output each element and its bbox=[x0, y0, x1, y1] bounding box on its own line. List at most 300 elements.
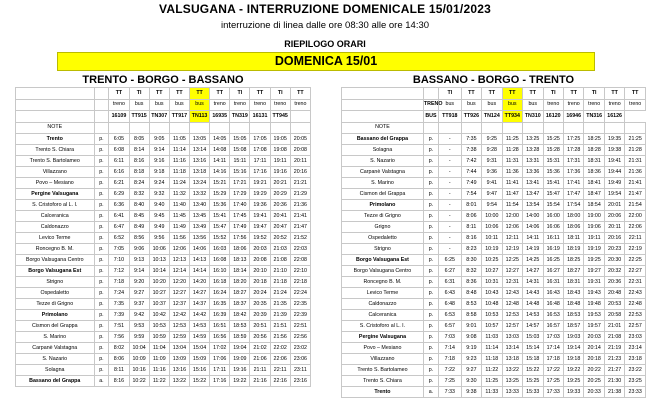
station-name: Caldonazzo bbox=[342, 299, 424, 310]
time-cell: 13:22 bbox=[169, 376, 189, 387]
time-cell: 21:36 bbox=[625, 167, 646, 178]
time-cell: 20:36 bbox=[270, 200, 290, 211]
time-cell: 16:35 bbox=[210, 299, 230, 310]
arrival-departure-flag: p. bbox=[94, 222, 109, 233]
station-name: Levico Terme bbox=[16, 233, 95, 244]
time-cell: 11:09 bbox=[149, 354, 169, 365]
time-cell: 8:02 bbox=[109, 343, 129, 354]
train-type-cell: TT bbox=[482, 88, 502, 100]
header-cell bbox=[16, 88, 95, 100]
time-cell: 17:22 bbox=[543, 365, 563, 376]
time-cell: 7:25 bbox=[439, 376, 462, 387]
train-number-cell: TT934 bbox=[502, 111, 522, 123]
station-name: Cismon del Grappa bbox=[342, 189, 424, 200]
station-name: Trento S. Chiara bbox=[342, 376, 424, 387]
time-cell: 9:27 bbox=[461, 365, 481, 376]
time-cell: 23:25 bbox=[625, 376, 646, 387]
time-cell: 22:00 bbox=[625, 211, 646, 222]
time-cell: 14:14 bbox=[189, 266, 209, 277]
time-cell: 19:22 bbox=[230, 376, 250, 387]
time-cell: 19:03 bbox=[563, 332, 583, 343]
mode-cell: bus bbox=[482, 99, 502, 111]
arrival-departure-flag: p. bbox=[423, 266, 438, 277]
time-cell: 10:27 bbox=[149, 288, 169, 299]
time-cell: 22:24 bbox=[290, 288, 310, 299]
station-row bbox=[16, 167, 311, 178]
station-row bbox=[342, 211, 646, 222]
time-cell: 12:53 bbox=[502, 310, 522, 321]
time-cell: 20:51 bbox=[250, 321, 270, 332]
time-cell: 22:08 bbox=[290, 255, 310, 266]
time-cell: 9:05 bbox=[149, 134, 169, 145]
train-number-cell: TT918 bbox=[439, 111, 462, 123]
time-cell: 17:21 bbox=[230, 178, 250, 189]
time-cell: - bbox=[439, 134, 462, 145]
time-cell: 12:57 bbox=[502, 321, 522, 332]
time-cell: 16:18 bbox=[210, 277, 230, 288]
time-cell: 21:47 bbox=[290, 222, 310, 233]
time-cell: 8:01 bbox=[461, 200, 481, 211]
station-row bbox=[342, 376, 646, 387]
time-cell: 17:25 bbox=[543, 376, 563, 387]
time-cell: 12:48 bbox=[502, 299, 522, 310]
notes-cell bbox=[625, 122, 646, 134]
station-row bbox=[16, 134, 311, 145]
mode-cell: treno bbox=[543, 99, 563, 111]
train-type-cell: TI bbox=[584, 88, 604, 100]
time-cell: 14:25 bbox=[523, 255, 543, 266]
page-subtitle: interruzione di linea dalle ore 08:30 alle ore 14:30 bbox=[220, 20, 430, 31]
mode-cell: bus bbox=[169, 99, 189, 111]
time-cell: 15:22 bbox=[189, 376, 209, 387]
arrival-departure-flag: p. bbox=[94, 156, 109, 167]
notes-row bbox=[16, 122, 311, 134]
time-cell: 19:18 bbox=[563, 354, 583, 365]
time-cell: 20:14 bbox=[584, 343, 604, 354]
time-cell: 23:02 bbox=[290, 343, 310, 354]
time-cell: 21:19 bbox=[604, 343, 624, 354]
header-row-modes bbox=[16, 99, 311, 111]
right-table bbox=[341, 87, 646, 398]
time-cell: 15:11 bbox=[230, 156, 250, 167]
time-cell: 23:03 bbox=[625, 332, 646, 343]
arrival-departure-flag: p. bbox=[94, 321, 109, 332]
time-cell: 15:36 bbox=[543, 167, 563, 178]
time-cell: 18:41 bbox=[584, 178, 604, 189]
station-row bbox=[16, 266, 311, 277]
time-cell: 22:51 bbox=[290, 321, 310, 332]
time-cell: 10:53 bbox=[149, 321, 169, 332]
arrival-departure-flag: p. bbox=[94, 178, 109, 189]
time-cell: 9:47 bbox=[482, 189, 502, 200]
station-row bbox=[16, 310, 311, 321]
arrival-departure-flag: p. bbox=[423, 244, 438, 255]
time-cell: 16:48 bbox=[543, 299, 563, 310]
time-cell: 19:44 bbox=[604, 167, 624, 178]
time-cell: 21:47 bbox=[625, 189, 646, 200]
time-cell: 18:00 bbox=[563, 211, 583, 222]
notes-cell bbox=[210, 122, 230, 134]
time-cell: 8:23 bbox=[461, 244, 481, 255]
time-cell: 6:52 bbox=[109, 233, 129, 244]
station-row bbox=[16, 321, 311, 332]
time-cell: 20:23 bbox=[604, 244, 624, 255]
arrival-departure-flag: p. bbox=[423, 156, 438, 167]
time-cell: 22:19 bbox=[625, 244, 646, 255]
time-cell: 14:27 bbox=[189, 288, 209, 299]
train-type-cell: TT bbox=[109, 88, 129, 100]
time-cell: 9:59 bbox=[129, 332, 149, 343]
time-cell: 11:22 bbox=[482, 365, 502, 376]
time-cell: 22:31 bbox=[625, 277, 646, 288]
right-direction-title: BASSANO - BORGO - TRENTO bbox=[412, 74, 575, 86]
time-cell: 8:32 bbox=[129, 189, 149, 200]
time-cell: 11:25 bbox=[482, 376, 502, 387]
arrival-departure-flag: p. bbox=[94, 134, 109, 145]
time-cell: 12:14 bbox=[169, 266, 189, 277]
time-cell: 9:37 bbox=[129, 299, 149, 310]
station-name: Solagna bbox=[342, 145, 424, 156]
time-cell: 11:25 bbox=[502, 134, 522, 145]
time-cell: 22:06 bbox=[625, 222, 646, 233]
time-cell: 9:41 bbox=[482, 178, 502, 189]
time-cell: 13:47 bbox=[523, 189, 543, 200]
time-cell: 19:16 bbox=[270, 167, 290, 178]
time-cell: 22:02 bbox=[270, 343, 290, 354]
time-cell: 17:06 bbox=[210, 354, 230, 365]
station-row bbox=[16, 343, 311, 354]
mode-cell: treno bbox=[290, 99, 310, 111]
time-cell: 17:25 bbox=[563, 134, 583, 145]
notes-cell bbox=[189, 122, 209, 134]
time-cell: - bbox=[439, 145, 462, 156]
time-cell: 18:25 bbox=[584, 134, 604, 145]
station-name: Roncegno B. M. bbox=[16, 244, 95, 255]
time-cell: 16:43 bbox=[543, 288, 563, 299]
time-cell: 13:03 bbox=[502, 332, 522, 343]
time-cell: 22:11 bbox=[270, 365, 290, 376]
time-cell: 7:35 bbox=[461, 134, 481, 145]
time-cell: 18:19 bbox=[563, 244, 583, 255]
arrival-departure-flag: p. bbox=[423, 178, 438, 189]
train-number-cell: 16109 bbox=[109, 111, 129, 123]
mode-cell: bus bbox=[461, 99, 481, 111]
time-cell: 12:31 bbox=[502, 277, 522, 288]
arrival-departure-flag: p. bbox=[423, 365, 438, 376]
time-cell: 10:42 bbox=[149, 310, 169, 321]
station-name: S. Nazario bbox=[342, 156, 424, 167]
timetable-left bbox=[15, 74, 311, 419]
time-cell: 6:25 bbox=[439, 255, 462, 266]
train-number-cell: 16946 bbox=[563, 111, 583, 123]
mode-cell: bus bbox=[149, 99, 169, 111]
station-row bbox=[342, 255, 646, 266]
time-cell: 7:05 bbox=[109, 244, 129, 255]
train-type-cell: TT bbox=[523, 88, 543, 100]
time-cell: 10:06 bbox=[482, 222, 502, 233]
station-row bbox=[16, 222, 311, 233]
time-cell: 13:14 bbox=[189, 145, 209, 156]
train-type-cell: TT bbox=[250, 88, 270, 100]
mode-cell: treno bbox=[270, 99, 290, 111]
station-name: S. Cristoforo al L. I. bbox=[342, 321, 424, 332]
notes-cell bbox=[129, 122, 149, 134]
train-number-cell: TN316 bbox=[584, 111, 604, 123]
time-cell: 7:18 bbox=[439, 354, 462, 365]
time-cell: 13:54 bbox=[523, 200, 543, 211]
time-cell: 19:08 bbox=[270, 145, 290, 156]
time-cell: - bbox=[439, 156, 462, 167]
time-cell: 6:16 bbox=[109, 167, 129, 178]
time-cell: 11:16 bbox=[169, 156, 189, 167]
time-cell: 21:38 bbox=[604, 387, 624, 398]
station-row bbox=[16, 299, 311, 310]
time-cell: 15:47 bbox=[210, 222, 230, 233]
time-cell: 10:19 bbox=[482, 244, 502, 255]
time-cell: 17:05 bbox=[250, 134, 270, 145]
time-cell: 11:32 bbox=[169, 189, 189, 200]
time-cell: 20:29 bbox=[270, 189, 290, 200]
train-number-cell: TN113 bbox=[189, 111, 209, 123]
time-cell: 9:31 bbox=[482, 156, 502, 167]
train-number-cell: TN310 bbox=[523, 111, 543, 123]
time-cell: 20:48 bbox=[604, 288, 624, 299]
time-cell: 21:30 bbox=[604, 376, 624, 387]
time-cell: 13:33 bbox=[502, 387, 522, 398]
time-cell: 18:53 bbox=[563, 310, 583, 321]
time-cell: 18:14 bbox=[230, 266, 250, 277]
time-cell: 18:27 bbox=[230, 288, 250, 299]
time-cell: 22:57 bbox=[625, 321, 646, 332]
train-type-cell: TT bbox=[625, 88, 646, 100]
time-cell: 20:05 bbox=[290, 134, 310, 145]
time-cell: 12:53 bbox=[169, 321, 189, 332]
time-cell: 7:03 bbox=[439, 332, 462, 343]
time-cell: 23:16 bbox=[290, 376, 310, 387]
time-cell: 14:11 bbox=[210, 156, 230, 167]
station-row bbox=[342, 189, 646, 200]
time-cell: - bbox=[439, 244, 462, 255]
train-number-cell: TN319 bbox=[230, 111, 250, 123]
arrival-departure-flag: p. bbox=[94, 288, 109, 299]
time-cell: 18:25 bbox=[563, 255, 583, 266]
time-cell: 14:53 bbox=[189, 321, 209, 332]
time-cell: 19:19 bbox=[584, 244, 604, 255]
time-cell: 14:27 bbox=[523, 266, 543, 277]
time-cell: 7:22 bbox=[439, 365, 462, 376]
time-cell: 18:43 bbox=[563, 288, 583, 299]
notes-cell bbox=[94, 122, 109, 134]
station-name: Grigno bbox=[342, 222, 424, 233]
station-name: Roncegno B. M. bbox=[342, 277, 424, 288]
time-cell: 22:16 bbox=[270, 376, 290, 387]
time-cell: 18:06 bbox=[563, 222, 583, 233]
time-cell: 11:05 bbox=[169, 134, 189, 145]
left-table bbox=[15, 87, 311, 387]
time-cell: 12:43 bbox=[502, 288, 522, 299]
time-cell: 15:22 bbox=[523, 365, 543, 376]
train-number-cell: 16126 bbox=[604, 111, 624, 123]
time-cell: 20:35 bbox=[250, 299, 270, 310]
time-cell: 6:36 bbox=[109, 200, 129, 211]
time-cell: 15:25 bbox=[523, 376, 543, 387]
time-cell: 6:27 bbox=[439, 266, 462, 277]
station-row bbox=[16, 288, 311, 299]
train-number-cell: BUS bbox=[423, 111, 438, 123]
time-cell: 20:32 bbox=[604, 266, 624, 277]
arrival-departure-flag: p. bbox=[423, 200, 438, 211]
time-cell: 21:18 bbox=[270, 277, 290, 288]
station-name: Ospedaletto bbox=[16, 288, 95, 299]
time-cell: 12:11 bbox=[502, 233, 522, 244]
time-cell: 13:24 bbox=[189, 178, 209, 189]
time-cell: 17:28 bbox=[563, 145, 583, 156]
notes-cell bbox=[230, 122, 250, 134]
left-direction-title: TRENTO - BORGO - BASSANO bbox=[82, 74, 244, 86]
station-name: Trento S. Bartolameo bbox=[342, 365, 424, 376]
time-cell: 9:01 bbox=[461, 321, 481, 332]
train-type-cell: TT bbox=[189, 88, 209, 100]
time-cell: 8:18 bbox=[129, 167, 149, 178]
time-cell: 8:56 bbox=[129, 233, 149, 244]
time-cell: 17:16 bbox=[210, 376, 230, 387]
train-type-cell: TT bbox=[502, 88, 522, 100]
time-cell: 9:25 bbox=[482, 134, 502, 145]
station-name: S. Cristoforo al L. I. bbox=[16, 200, 95, 211]
time-cell: 7:35 bbox=[109, 299, 129, 310]
time-cell: 17:33 bbox=[543, 387, 563, 398]
time-cell: 8:11 bbox=[461, 222, 481, 233]
time-cell: 7:12 bbox=[109, 266, 129, 277]
station-name: Solagna bbox=[16, 365, 95, 376]
train-type-cell: TT bbox=[210, 88, 230, 100]
time-cell: 18:31 bbox=[563, 277, 583, 288]
station-name: Povo – Mesiano bbox=[342, 343, 424, 354]
station-name: Carpanè Valstagna bbox=[16, 343, 95, 354]
mode-cell: treno bbox=[563, 99, 583, 111]
time-cell: 14:42 bbox=[189, 310, 209, 321]
time-cell: 12:42 bbox=[169, 310, 189, 321]
time-cell: 19:31 bbox=[584, 277, 604, 288]
time-cell: 16:06 bbox=[543, 222, 563, 233]
station-row bbox=[342, 343, 646, 354]
time-cell: 17:31 bbox=[563, 156, 583, 167]
header-cell bbox=[94, 88, 109, 100]
time-cell: 21:28 bbox=[625, 145, 646, 156]
time-cell: 15:05 bbox=[230, 134, 250, 145]
station-row bbox=[342, 277, 646, 288]
time-cell: 11:04 bbox=[149, 343, 169, 354]
time-cell: 22:25 bbox=[625, 255, 646, 266]
time-cell: 19:57 bbox=[584, 321, 604, 332]
time-cell: 19:35 bbox=[604, 134, 624, 145]
mode-cell: treno bbox=[584, 99, 604, 111]
time-cell: 12:06 bbox=[169, 244, 189, 255]
time-cell: 20:58 bbox=[604, 310, 624, 321]
train-type-cell: TI bbox=[543, 88, 563, 100]
mode-cell: TRENO bbox=[423, 99, 438, 111]
time-cell: 22:56 bbox=[290, 332, 310, 343]
station-name: Primolano bbox=[16, 310, 95, 321]
station-row bbox=[342, 167, 646, 178]
station-row bbox=[16, 178, 311, 189]
time-cell: 20:24 bbox=[250, 288, 270, 299]
mode-cell: treno bbox=[230, 99, 250, 111]
time-cell: 13:18 bbox=[189, 167, 209, 178]
arrival-departure-flag: p. bbox=[94, 244, 109, 255]
time-cell: 16:57 bbox=[543, 321, 563, 332]
time-cell: 22:10 bbox=[290, 266, 310, 277]
mode-cell: treno bbox=[625, 99, 646, 111]
time-cell: 17:18 bbox=[543, 354, 563, 365]
time-cell: 11:36 bbox=[502, 167, 522, 178]
time-cell: 23:06 bbox=[290, 354, 310, 365]
time-cell: 15:03 bbox=[523, 332, 543, 343]
time-cell: 22:43 bbox=[625, 288, 646, 299]
time-cell: 9:19 bbox=[461, 343, 481, 354]
station-row bbox=[16, 200, 311, 211]
time-cell: 19:06 bbox=[584, 222, 604, 233]
time-cell: 6:05 bbox=[109, 134, 129, 145]
notes-cell bbox=[502, 122, 522, 134]
time-cell: 8:32 bbox=[461, 266, 481, 277]
time-cell: 14:37 bbox=[189, 299, 209, 310]
time-cell: 9:23 bbox=[461, 354, 481, 365]
time-cell: 20:41 bbox=[270, 211, 290, 222]
mode-cell: treno bbox=[250, 99, 270, 111]
time-cell: - bbox=[439, 178, 462, 189]
header-cell bbox=[16, 111, 95, 123]
arrival-departure-flag: p. bbox=[423, 321, 438, 332]
time-cell: 10:57 bbox=[482, 321, 502, 332]
time-cell: 10:53 bbox=[482, 310, 502, 321]
time-cell: 18:53 bbox=[230, 321, 250, 332]
time-cell: 15:47 bbox=[543, 189, 563, 200]
time-cell: 6:31 bbox=[439, 277, 462, 288]
time-cell: 16:56 bbox=[210, 332, 230, 343]
station-row bbox=[342, 387, 646, 398]
time-cell: 21:41 bbox=[625, 178, 646, 189]
arrival-departure-flag: p. bbox=[423, 354, 438, 365]
time-cell: 7:18 bbox=[109, 277, 129, 288]
time-cell: 8:58 bbox=[461, 310, 481, 321]
time-cell: 9:40 bbox=[149, 200, 169, 211]
time-cell: 6:53 bbox=[439, 310, 462, 321]
station-name: Bassano del Grappa bbox=[16, 376, 95, 387]
time-cell: 20:11 bbox=[604, 222, 624, 233]
station-row bbox=[342, 365, 646, 376]
station-name: Trento bbox=[16, 134, 95, 145]
time-cell: 8:14 bbox=[129, 145, 149, 156]
time-cell: 14:48 bbox=[523, 299, 543, 310]
station-row bbox=[342, 288, 646, 299]
station-name: Pergine Valsugana bbox=[342, 332, 424, 343]
arrival-departure-flag: p. bbox=[94, 189, 109, 200]
time-cell: 15:31 bbox=[543, 156, 563, 167]
station-name: Caldonazzo bbox=[16, 222, 95, 233]
station-row bbox=[342, 354, 646, 365]
time-cell: 14:13 bbox=[189, 255, 209, 266]
time-cell: 16:39 bbox=[210, 310, 230, 321]
time-cell: 13:40 bbox=[189, 200, 209, 211]
time-cell: 12:00 bbox=[502, 211, 522, 222]
time-cell: 14:20 bbox=[189, 277, 209, 288]
time-cell: 11:41 bbox=[502, 178, 522, 189]
page-title: VALSUGANA - INTERRUZIONE DOMENICALE 15/01/2023 bbox=[159, 2, 491, 16]
time-cell: 15:25 bbox=[543, 134, 563, 145]
header-cell bbox=[342, 111, 424, 123]
time-cell: 22:39 bbox=[290, 310, 310, 321]
